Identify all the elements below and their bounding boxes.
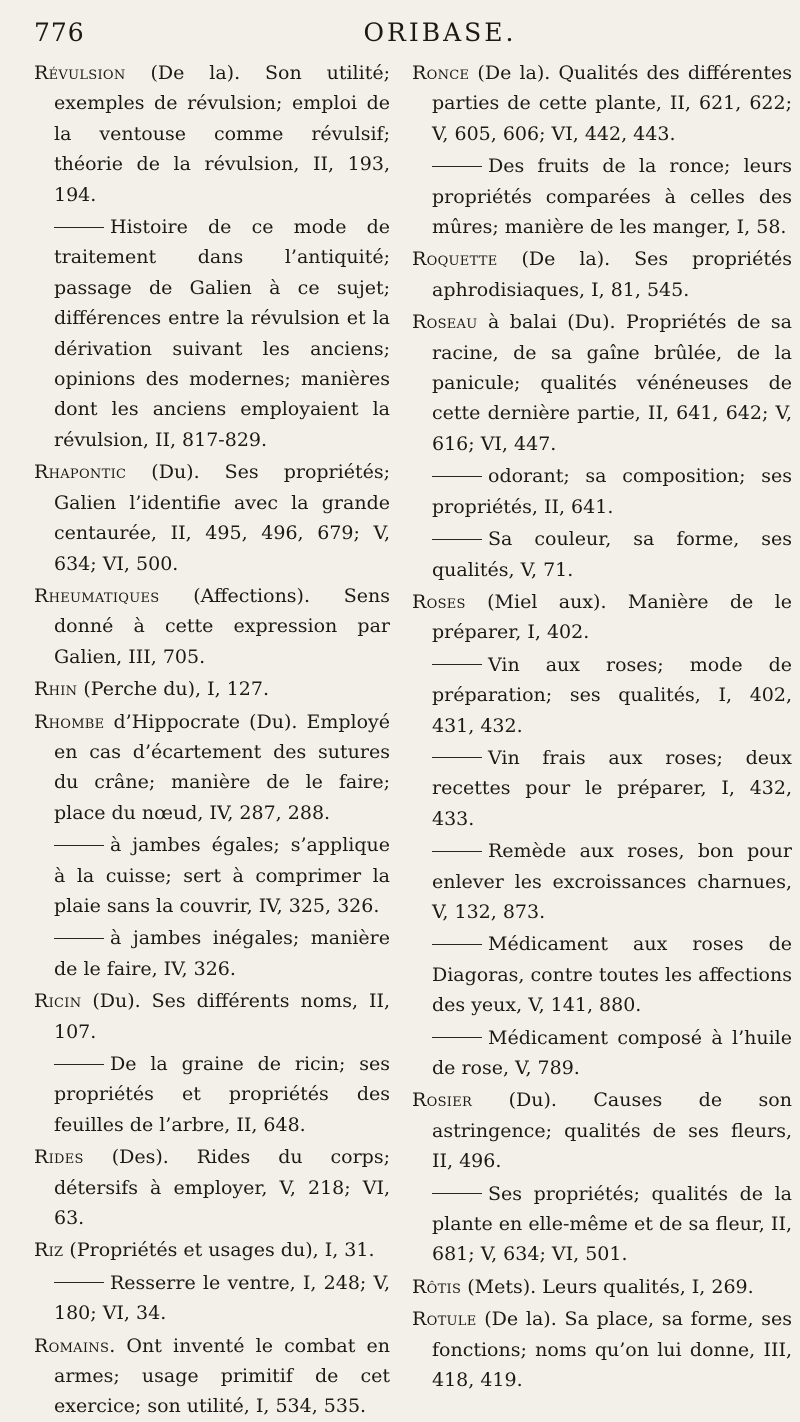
- entry-text: (Du). Ses différents noms, II, 107.: [54, 990, 390, 1043]
- entry-text: (Du). Causes de son astringence; qualités de ses fleurs, II, 496.: [432, 1089, 792, 1173]
- entry-text: De la graine de ricin; ses propriétés et propriétés des feuilles de l’arbre, II, 648.: [54, 1053, 390, 1136]
- index-entry: [34, 986, 390, 1047]
- entry-text: Sa couleur, sa forme, ses qualités, V, 71.: [432, 528, 792, 581]
- repeat-dash: [432, 757, 482, 758]
- index-columns: [34, 58, 792, 1418]
- repeat-dash: [432, 476, 482, 477]
- entry-headword: Rides: [34, 1146, 84, 1169]
- entry-text: (De la). Son utilité; exemples de révulsion; emploi de la ventouse comme révulsif; théorie de la révulsion, II, 193, 194.: [54, 62, 390, 206]
- entry-text: (Mets). Leurs qualités, I, 269.: [461, 1275, 754, 1298]
- repeat-dash: [54, 1282, 104, 1283]
- index-entry: [412, 1272, 792, 1302]
- index-subentry: [412, 151, 792, 242]
- entry-headword: Rosier: [412, 1089, 473, 1112]
- index-subentry: [34, 212, 390, 455]
- page-header: [34, 14, 786, 54]
- index-entry: [412, 587, 792, 648]
- entry-text: Vin aux roses; mode de préparation; ses qualités, I, 402, 431, 432.: [432, 653, 792, 737]
- entry-headword: Ricin: [34, 990, 82, 1013]
- index-entry: [34, 581, 390, 672]
- repeat-dash: [432, 1037, 482, 1038]
- entry-text: (Affections). Sens donné à cette expression par Galien, III, 705.: [54, 584, 390, 668]
- entry-headword: Révulsion: [34, 62, 126, 84]
- entry-headword: Roseau: [412, 311, 478, 334]
- entry-text: Resserre le ventre, I, 248; V, 180; VI, 34.: [54, 1271, 390, 1325]
- index-entry: [34, 674, 390, 704]
- index-subentry: [412, 524, 792, 585]
- index-entry: [412, 307, 792, 459]
- repeat-dash: [432, 944, 482, 945]
- entry-headword: Riz: [34, 1239, 64, 1262]
- entry-text: odorant; sa composition; ses propriétés, II, 641.: [432, 465, 792, 518]
- page-number: 776: [34, 18, 85, 47]
- index-entry: [34, 707, 390, 829]
- entry-text: . Ont inventé le combat en armes; usage primitif de cet exercice; son utilité, I, 534, 535.: [54, 1334, 390, 1418]
- entry-text: à jambes inégales; manière de le faire, IV, 326.: [54, 927, 390, 980]
- entry-text: (Miel aux). Manière de le préparer, I, 402.: [432, 590, 792, 644]
- left-column: [34, 58, 390, 1418]
- repeat-dash: [432, 166, 482, 167]
- entry-text: (Du). Ses propriétés; Galien l’identifie avec la grande centaurée, II, 495, 496, 679; V, 634; VI, 500.: [54, 461, 390, 575]
- index-subentry: [34, 1049, 390, 1140]
- entry-text: Des fruits de la ronce; leurs propriétés comparées à celles des mûres; manière de les manger, I, 58.: [432, 155, 792, 239]
- index-entry: [34, 1331, 390, 1422]
- index-entry: [34, 1235, 390, 1265]
- entry-text: à balai (Du). Propriétés de sa racine, de sa gaîne brûlée, de la panicule; qualités vénéneuses de cette dernière partie, II, 641, 642; V, 616; VI, 447.: [432, 311, 792, 455]
- entry-text: à jambes égales; s’applique à la cuisse; sert à comprimer la plaie sans la couvrir, IV, 325, 326.: [54, 834, 390, 917]
- repeat-dash: [54, 1064, 104, 1065]
- repeat-dash: [432, 539, 482, 540]
- index-entry: [412, 1304, 792, 1395]
- index-entry: [412, 58, 792, 149]
- repeat-dash: [54, 938, 104, 939]
- index-subentry: [34, 1268, 390, 1329]
- repeat-dash: [432, 664, 482, 665]
- index-subentry: [412, 1179, 792, 1270]
- entry-text: d’Hippocrate (Du). Employé en cas d’écartement des sutures du crâne; manière de le faire; place du nœud, IV, 287, 288.: [54, 710, 390, 824]
- entry-headword: Rheumatiques: [34, 584, 160, 607]
- index-entry: [412, 244, 792, 305]
- entry-headword: Ronce: [412, 62, 470, 84]
- entry-headword: Romains: [34, 1334, 110, 1357]
- right-column: [412, 58, 792, 1392]
- index-subentry: [34, 923, 390, 984]
- entry-text: (De la). Ses propriétés aphrodisiaques, I, 81, 545.: [432, 248, 792, 301]
- entry-text: (De la). Qualités des différentes parties de cette plante, II, 621, 622; V, 605, 606; VI, 442, 443.: [432, 62, 792, 145]
- index-subentry: [412, 1023, 792, 1084]
- entry-headword: Rhapontic: [34, 461, 127, 484]
- index-subentry: [412, 836, 792, 927]
- index-subentry: [412, 461, 792, 522]
- index-entry: [34, 1142, 390, 1233]
- entry-text: Vin frais aux roses; deux recettes pour le préparer, I, 432, 433.: [432, 746, 792, 830]
- repeat-dash: [432, 851, 482, 852]
- entry-text: Médicament composé à l’huile de rose, V, 789.: [432, 1026, 792, 1079]
- entry-text: (Propriétés et usages du), I, 31.: [63, 1239, 375, 1262]
- entry-headword: Rhin: [34, 678, 78, 701]
- index-subentry: [412, 650, 792, 741]
- entry-headword: Roquette: [412, 248, 498, 271]
- index-subentry: [412, 929, 792, 1020]
- entry-text: (De la). Sa place, sa forme, ses fonctions; noms qu’on lui donne, III, 418, 419.: [432, 1308, 792, 1392]
- entry-text: Remède aux roses, bon pour enlever les excroissances charnues, V, 132, 873.: [432, 840, 792, 923]
- entry-headword: Roses: [412, 590, 466, 613]
- entry-headword: Rotule: [412, 1308, 477, 1331]
- repeat-dash: [432, 1193, 482, 1194]
- repeat-dash: [54, 227, 104, 228]
- entry-text: (Des). Rides du corps; détersifs à employer, V, 218; VI, 63.: [54, 1146, 390, 1230]
- running-title: ORIBASE.: [363, 18, 517, 47]
- entry-text: Médicament aux roses de Diagoras, contre toutes les affections des yeux, V, 141, 880.: [432, 933, 792, 1017]
- entry-headword: Rôtis: [412, 1275, 462, 1298]
- entry-text: Histoire de ce mode de traitement dans l’antiquité; passage de Galien à ce sujet; différences entre la révulsion et la dérivation suivant les anciens; opinions des modernes; manières dont les anciens employaient la révulsion, II, 817-829.: [54, 216, 390, 451]
- entry-headword: Rhombe: [34, 710, 105, 733]
- index-entry: [412, 1085, 792, 1176]
- index-subentry: [412, 743, 792, 834]
- entry-text: (Perche du), I, 127.: [77, 678, 270, 701]
- index-subentry: [34, 830, 390, 921]
- index-entry: [34, 58, 390, 210]
- repeat-dash: [54, 845, 104, 846]
- entry-text: Ses propriétés; qualités de la plante en elle-même et de sa fleur, II, 681; V, 634; VI, 501.: [432, 1182, 792, 1266]
- index-entry: [34, 457, 390, 579]
